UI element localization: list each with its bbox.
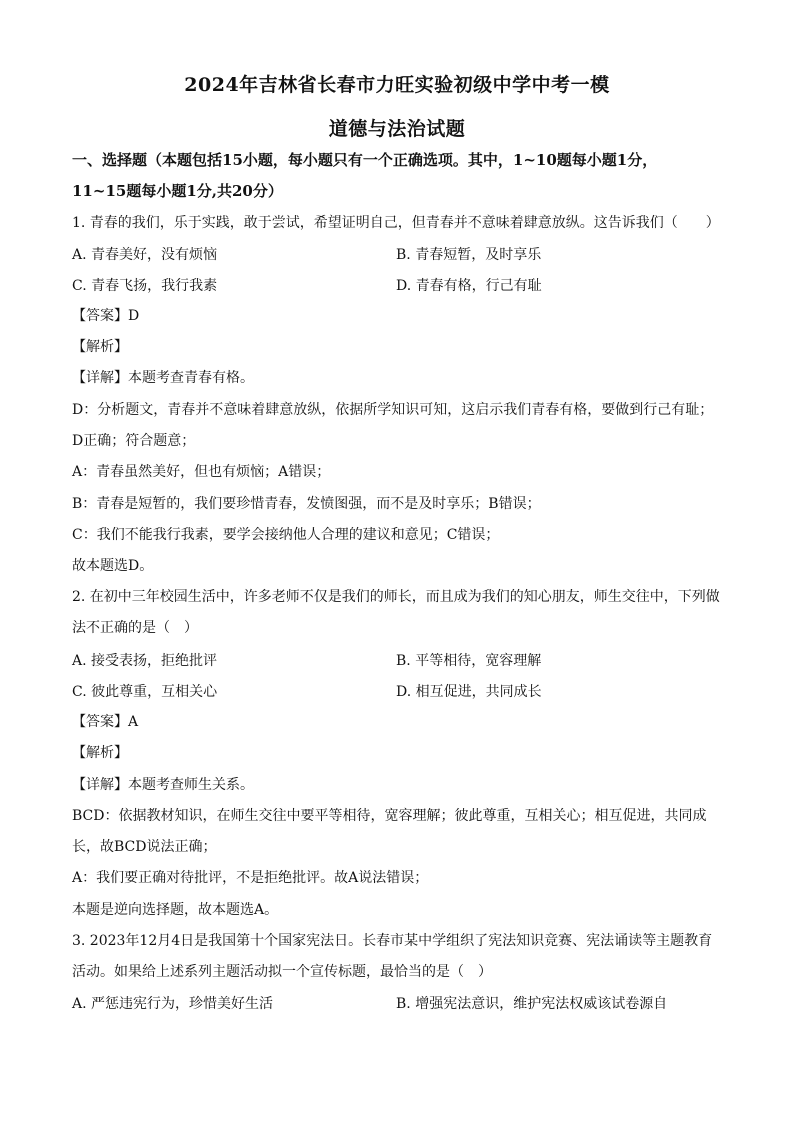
q2-detail: 【详解】本题考查师生关系。 (72, 777, 254, 793)
q3-option-a: A. 严惩违宪行为，珍惜美好生活 (72, 996, 274, 1012)
q1-explain-3: A：青春虽然美好，但也有烦恼；A错误； (72, 464, 331, 480)
q1-analysis: 【解析】 (72, 339, 128, 355)
q1-option-b: B. 青春短暂，及时享乐 (396, 247, 542, 263)
q2-option-d: D. 相互促进，共同成长 (396, 684, 542, 700)
q2-analysis: 【解析】 (72, 745, 128, 761)
q3-stem-line1: 3. 2023年12月4日是我国第十个国家宪法日。长春市某中学组织了宪法知识竞赛、宪法诵读等主题教育 (72, 933, 713, 949)
q2-stem-line2: 法不正确的是（ ） (72, 620, 198, 636)
q2-explain-1: BCD：依据教材知识，在师生交往中要平等相待，宽容理解；彼此尊重，互相关心；相互促进，共同成 (72, 808, 707, 824)
section-heading-line2: 11~15题每小题1分,共20分） (72, 182, 283, 200)
q1-explain-4: B：青春是短暂的，我们要珍惜青春，发愤图强，而不是及时享乐；B错误； (72, 496, 541, 512)
q1-detail: 【详解】本题考查青春有格。 (72, 370, 254, 386)
q1-option-d: D. 青春有格，行己有耻 (396, 278, 542, 294)
q1-explain-6: 故本题选D。 (72, 558, 154, 574)
q1-option-c: C. 青春飞扬，我行我素 (72, 278, 218, 294)
q1-answer: 【答案】D (72, 308, 140, 324)
exam-subtitle: 道德与法治试题 (328, 118, 466, 140)
q2-answer: 【答案】A (72, 714, 139, 730)
q2-explain-4: 本题是逆向选择题，故本题选A。 (72, 902, 279, 918)
section-heading-line1: 一、选择题（本题包括15小题，每小题只有一个正确选项。其中，1~10题每小题1分， (72, 151, 658, 169)
q3-stem-line2: 活动。如果给上述系列主题活动拟一个宣传标题，最恰当的是（ ） (72, 964, 492, 980)
q2-option-c: C. 彼此尊重，互相关心 (72, 684, 218, 700)
q2-option-a: A. 接受表扬，拒绝批评 (72, 653, 218, 669)
q2-explain-2: 长，故BCD说法正确； (72, 839, 217, 855)
q3-option-b: B. 增强宪法意识，维护宪法权威该试卷源自 (396, 996, 668, 1012)
q1-explain-1: D：分析题文，青春并不意味着肆意放纵，依据所学知识可知，这启示我们青春有格，要做到行己有耻； (72, 402, 714, 418)
exam-title: 2024年吉林省长春市力旺实验初级中学中考一模 (184, 74, 610, 96)
q1-option-a: A. 青春美好，没有烦恼 (72, 247, 218, 263)
q2-stem-line1: 2. 在初中三年校园生活中，许多老师不仅是我们的师长，而且成为我们的知心朋友，师生交往中，下列做 (72, 589, 720, 605)
q2-option-b: B. 平等相待，宽容理解 (396, 653, 542, 669)
q1-stem: 1. 青春的我们，乐于实践，敢于尝试，希望证明自己，但青春并不意味着肆意放纵。这告诉我们（ ） (72, 215, 720, 231)
q2-explain-3: A：我们要正确对待批评，不是拒绝批评。故A说法错误； (72, 870, 429, 886)
q1-explain-5: C：我们不能我行我素，要学会接纳他人合理的建议和意见；C错误； (72, 527, 500, 543)
q1-explain-2: D正确；符合题意； (72, 433, 196, 449)
